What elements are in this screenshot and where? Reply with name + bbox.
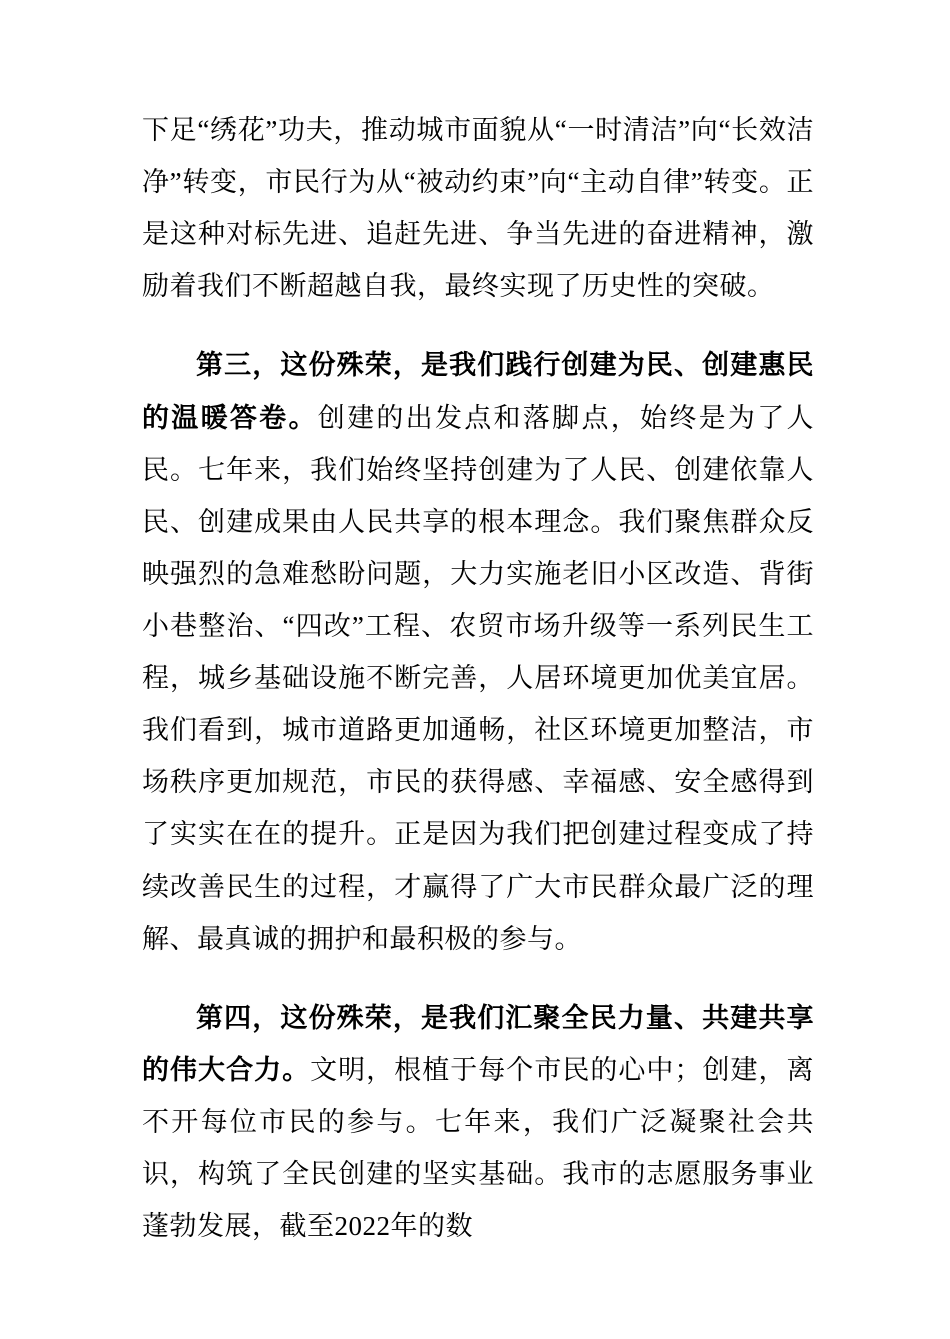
paragraph-text: 创建的出发点和落脚点，始终是为了人民。七年来，我们始终坚持创建为了人民、创建依靠人民、创建成果由人民共享的根本理念。我们聚焦群众反映强烈的急难愁盼问题，大力实施老旧小区改造、背街小巷整治、“四改”工程、农贸市场升级等一系列民生工程，城乡基础设施不断完善，人居环境更加优美宜居。我们看到，城市道路更加通畅，社区环境更加整洁，市场秩序更加规范，市民的获得感、幸福感、安全感得到了实实在在的提升。正是因为我们把创建过程变成了持续改善民生的过程，才赢得了广大市民群众最广泛的理解、最真诚的拥护和最积极的参与。: [142, 402, 815, 954]
paragraph-text: 下足“绣花”功夫，推动城市面貌从“一时清洁”向“长效洁净”转变，市民行为从“被动约束”向“主动自律”转变。正是这种对标先进、追赶先进、争当先进的奋进精神，激励着我们不断超越自我，最终实现了历史性的突破。: [142, 115, 814, 302]
paragraph: [142, 339, 814, 964]
paragraph: [142, 104, 814, 312]
paragraph-lead: 第三，这份殊荣，是我们践行创建为民、创建惠民的温暖答卷。: [142, 350, 814, 433]
paragraph-text: 文明，根植于每个市民的心中；创建，离不开每位市民的参与。七年来，我们广泛凝聚社会共识，构筑了全民创建的坚实基础。我市的志愿服务事业蓬勃发展，截至2022年的数: [142, 1054, 815, 1242]
paragraph-lead: 第四，这份殊荣，是我们汇聚全民力量、共建共享的伟大合力。: [142, 1002, 814, 1085]
paragraph: [142, 992, 814, 1253]
